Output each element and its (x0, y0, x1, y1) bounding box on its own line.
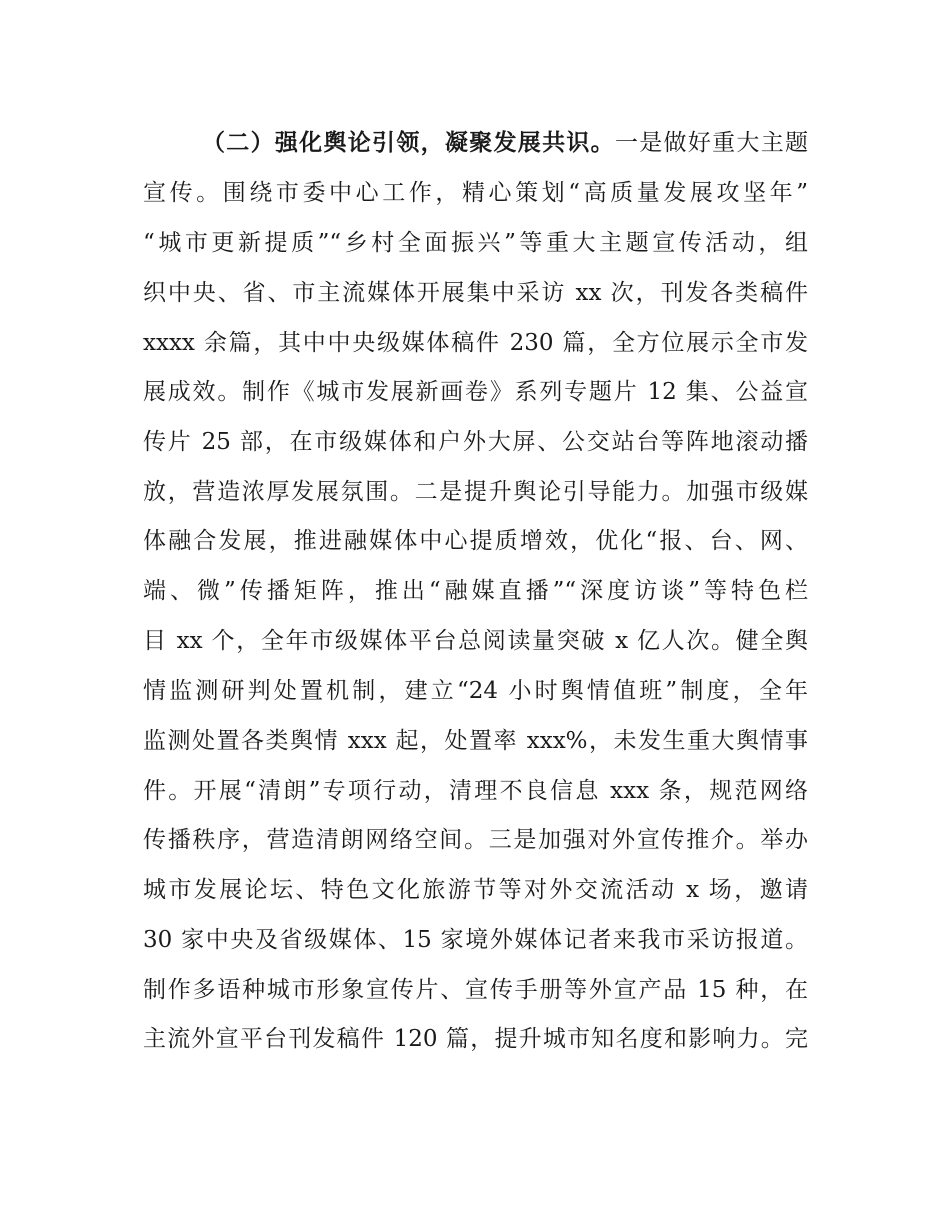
paragraph-line-8: 放，营造浓厚发展氛围。二是提升舆论引导能力。加强市级媒 (143, 479, 808, 505)
paragraph-line-15: 传播秩序，营造清朗网络空间。三是加强对外宣传推介。举办 (143, 827, 808, 853)
paragraph-line-17: 30 家中央及省级媒体、15 家境外媒体记者来我市采访报道。 (143, 927, 808, 953)
paragraph-line-3: “城市更新提质”“乡村全面振兴”等重大主题宣传活动，组 (143, 230, 808, 256)
paragraph-line-5: xxxx 余篇，其中中央级媒体稿件 230 篇，全方位展示全市发 (143, 330, 808, 356)
paragraph-line-19: 主流外宣平台刊发稿件 120 篇，提升城市知名度和影响力。完 (143, 1026, 808, 1052)
paragraph-line-16: 城市发展论坛、特色文化旅游节等对外交流活动 x 场，邀请 (143, 877, 808, 903)
paragraph-line-1 (202, 125, 808, 161)
paragraph-line-7: 传片 25 部，在市级媒体和户外大屏、公交站台等阵地滚动播 (143, 429, 808, 455)
paragraph-line-12: 情监测研判处置机制，建立“24 小时舆情值班”制度，全年 (143, 678, 808, 704)
paragraph-line-11: 目 xx 个，全年市级媒体平台总阅读量突破 x 亿人次。健全舆 (143, 628, 808, 654)
line-text: 一是做好重大主题 (614, 130, 808, 156)
paragraph-line-4: 织中央、省、市主流媒体开展集中采访 xx 次，刊发各类稿件 (143, 280, 808, 306)
paragraph-line-2: 宣传。围绕市委中心工作，精心策划“高质量发展攻坚年” (143, 180, 808, 206)
paragraph-line-14: 件。开展“清朗”专项行动，清理不良信息 xxx 条，规范网络 (143, 778, 808, 804)
paragraph-line-9: 体融合发展，推进融媒体中心提质增效，优化“报、台、网、 (143, 528, 808, 554)
paragraph-line-13: 监测处置各类舆情 xxx 起，处置率 xxx%，未发生重大舆情事 (143, 728, 808, 754)
section-heading: （二）强化舆论引领，凝聚发展共识。 (202, 130, 615, 156)
paragraph-line-18: 制作多语种城市形象宣传片、宣传手册等外宣产品 15 种，在 (143, 977, 808, 1003)
paragraph-line-10: 端、微”传播矩阵，推出“融媒直播”“深度访谈”等特色栏 (143, 578, 808, 604)
paragraph-line-6: 展成效。制作《城市发展新画卷》系列专题片 12 集、公益宣 (143, 379, 808, 405)
